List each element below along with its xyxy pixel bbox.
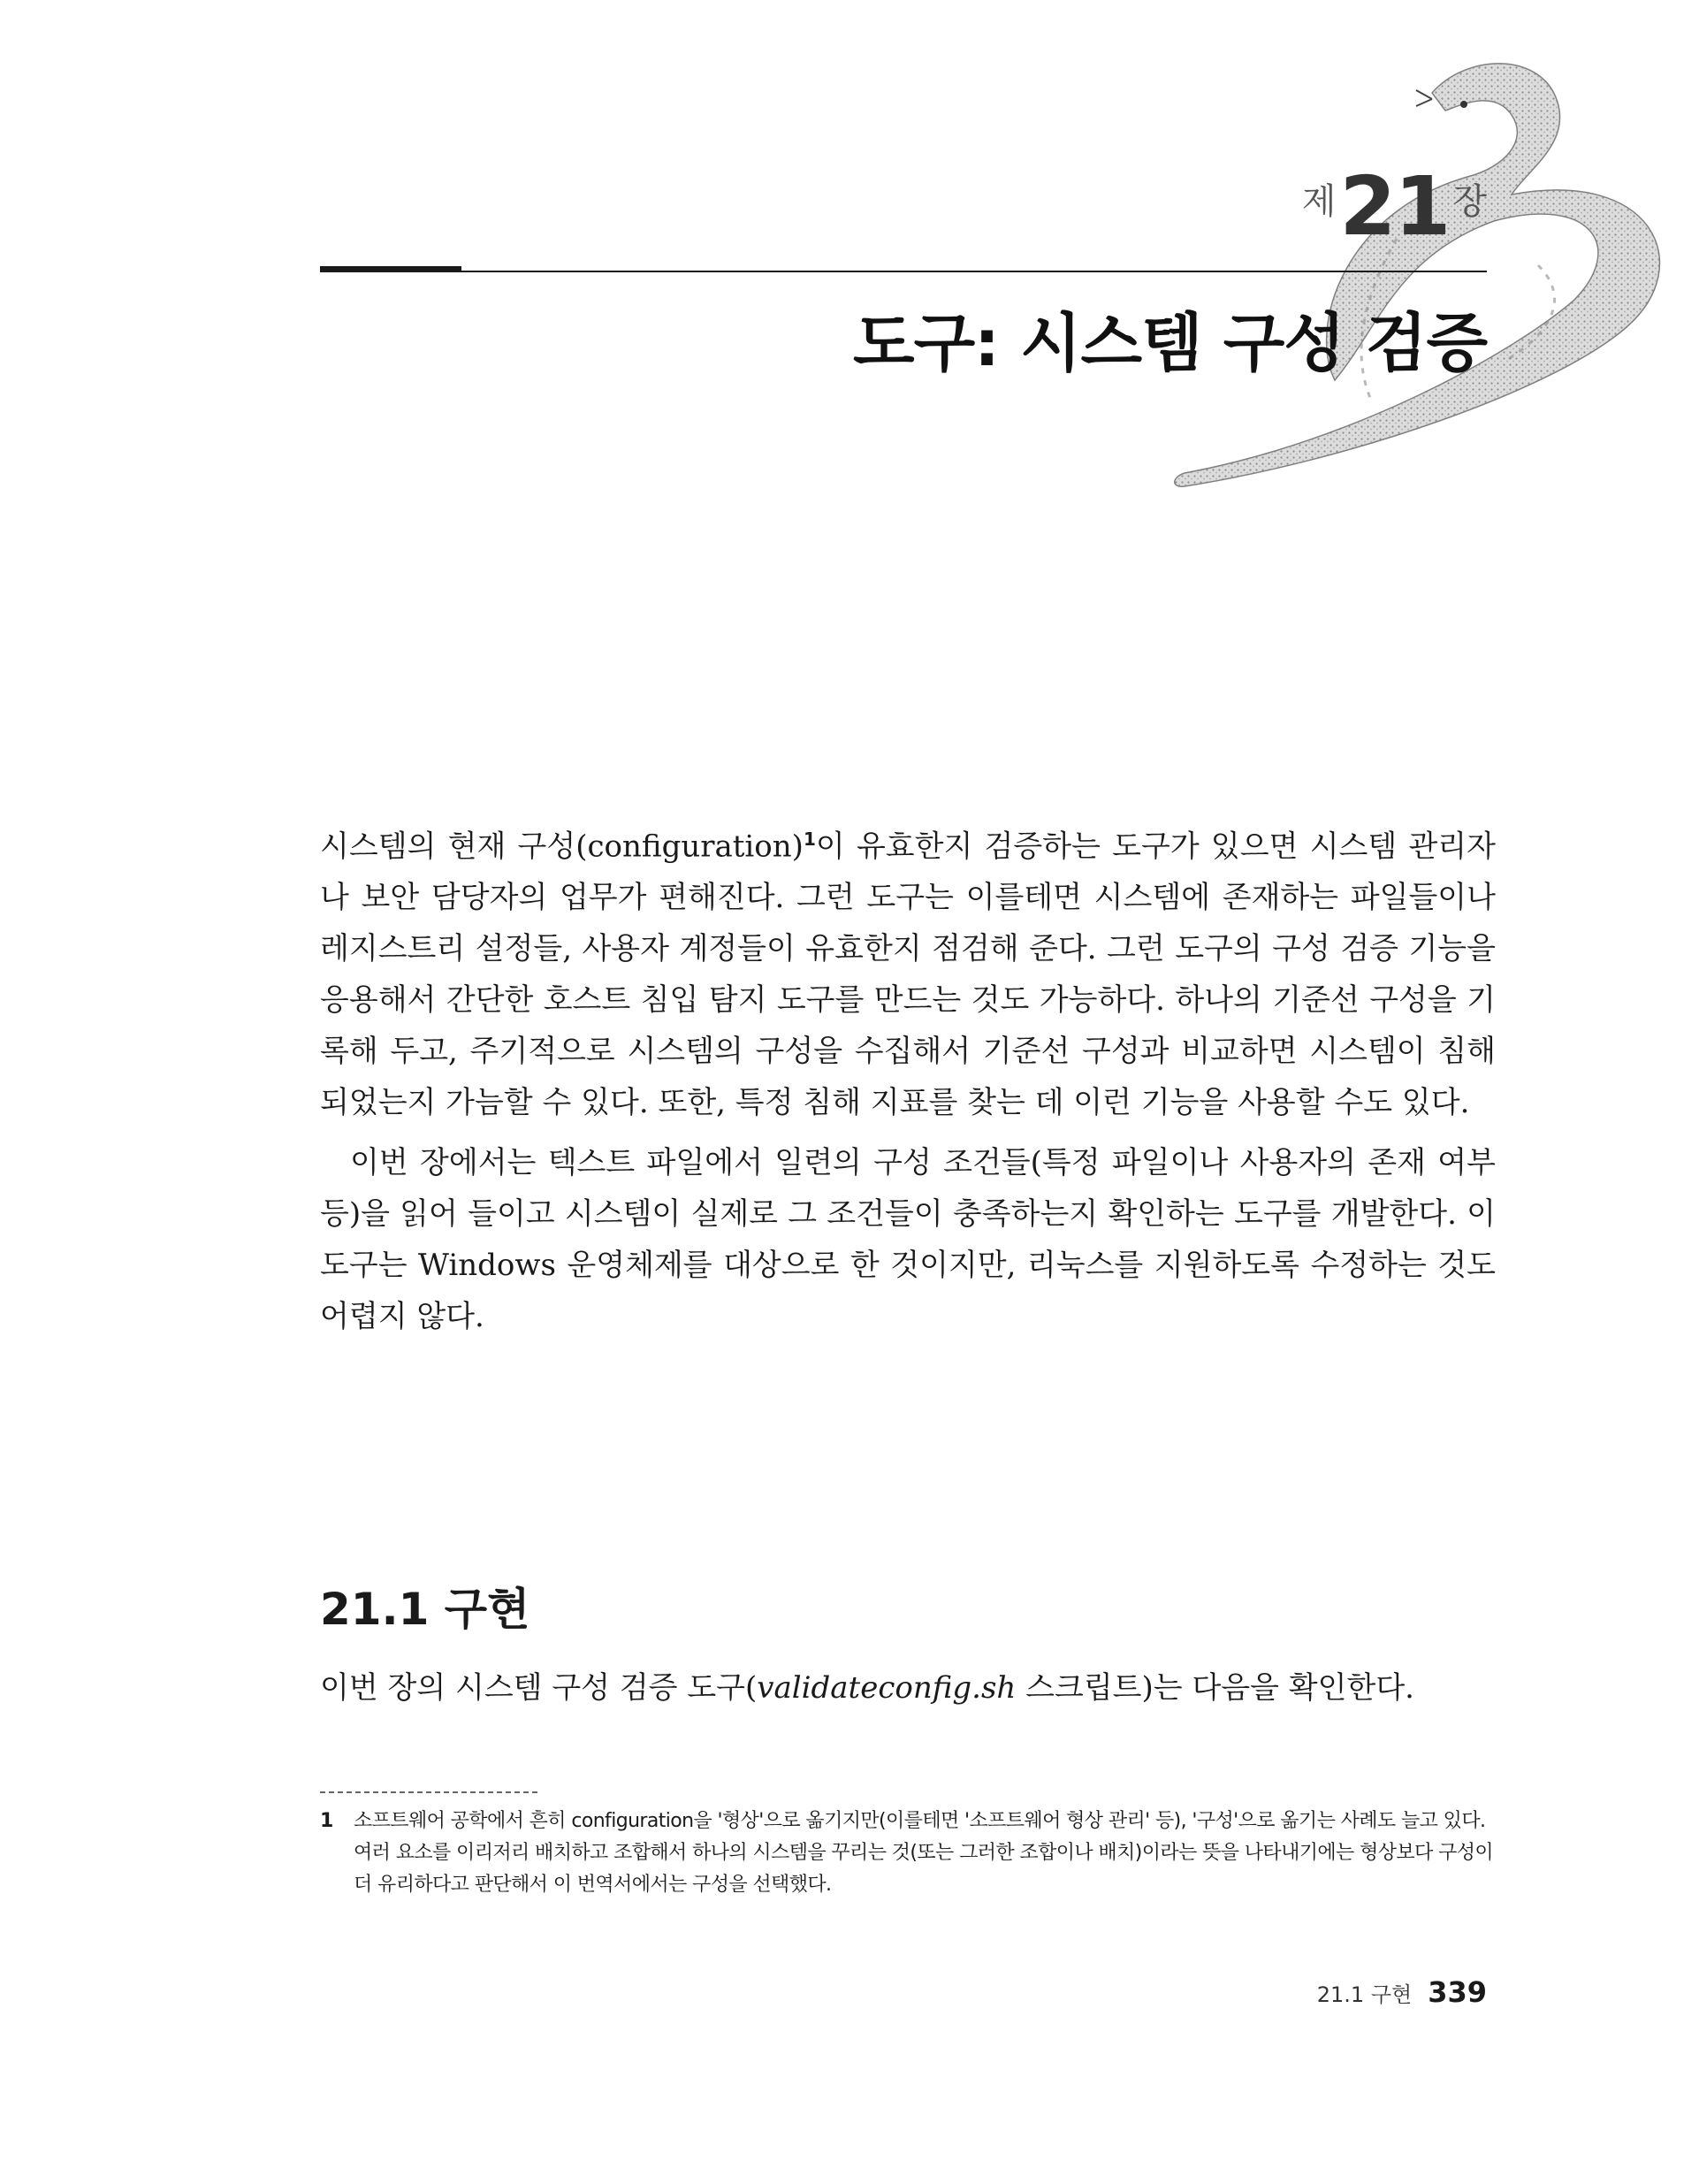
running-footer-section: 21.1 구현 <box>1316 1982 1413 2007</box>
chapter-rule-accent <box>320 266 461 271</box>
section-heading: 21.1 구현 <box>320 1584 530 1635</box>
footnote-ref: 1 <box>803 829 816 850</box>
footnote <box>320 1806 1496 1901</box>
chapter-title: 도구: 시스템 구성 검증 <box>853 306 1487 380</box>
footnote-divider <box>320 1791 537 1793</box>
intro-text <box>320 813 1496 1351</box>
chapter-number-value: 21 <box>1339 159 1450 254</box>
section-body-start: 이번 장의 시스템 구성 검증 도구( <box>320 1670 758 1706</box>
chapter-suffix: 장 <box>1452 181 1487 222</box>
chapter-rule <box>320 271 1487 272</box>
intro-paragraph-1-rest: 이 유효한지 검증하는 도구가 있으면 시스템 관리자나 보안 담당자의 업무가 편해진다. 그런 도구는 이를테면 시스템에 존재하는 파일들이나 레지스트리 설정들, 사용자 계정들이 유효한지 점검해 준다. 그런 도구의 구성 검증 기능을 응용해서 간단한 호스트 침입 탐지 도구를 만드는 것도 가능하다. 하나의 기준선 구성을 기록해 두고, 주기적으로 시스템의 구성을 수집해서 기준선 구성과 비교하면 시스템이 침해되었는지 가늠할 수 있다. 또한, 특정 침해 지표를 찾는 데 이런 기능을 사용할 수도 있다. <box>320 829 1496 1121</box>
page-number: 339 <box>1428 1975 1487 2009</box>
footnote-number: 1 <box>320 1810 334 1832</box>
chapter-prefix: 제 <box>1301 181 1337 222</box>
chapter-number <box>1302 159 1487 254</box>
footnote-text: 소프트웨어 공학에서 흔히 configuration을 '형상'으로 옮기지만(이를테면 '소프트웨어 형상 관리' 등), '구성'으로 옮기는 사례도 늘고 있다. 여러 요소를 이리저리 배치하고 조합해서 하나의 시스템을 꾸리는 것(또는 그러한 조합이나 배치)이라는 뜻을 나타내기에는 형상보다 구성이 더 유리하다고 판단해서 이 번역서에서는 구성을 선택했다. <box>354 1810 1494 1896</box>
intro-paragraph-2: 이번 장에서는 텍스트 파일에서 일련의 구성 조건들(특정 파일이나 사용자의 존재 여부 등)을 읽어 들이고 시스템이 실제로 그 조건들이 충족하는지 확인하는 도구를 개발한다. 이 도구는 Windows 운영체제를 대상으로 한 것이지만, 리눅스를 지원하도록 수정하는 것도 어렵지 않다. <box>320 1145 1496 1335</box>
intro-paragraph-1-start: 시스템의 현재 구성(configuration) <box>320 829 804 865</box>
section-body-end: 스크립트)는 다음을 확인한다. <box>1016 1670 1414 1706</box>
page-footer <box>1317 1975 1487 2009</box>
snake-illustration <box>1131 35 1699 513</box>
intro-paragraph-1 <box>320 813 1496 1128</box>
section-body <box>320 1662 1496 1714</box>
script-filename: validateconfig.sh <box>757 1670 1017 1706</box>
